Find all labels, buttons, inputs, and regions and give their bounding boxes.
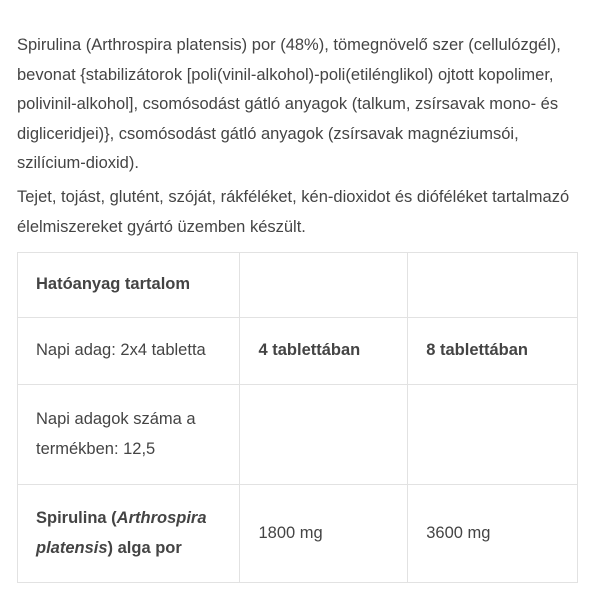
table-row <box>18 485 578 583</box>
column-header-8-tablets: 8 tablettában <box>408 318 578 385</box>
spirulina-latin-name: Arthrospira platensis <box>36 509 207 557</box>
spirulina-4-tablets-value: 1800 mg <box>240 485 408 583</box>
ingredients-paragraph: Spirulina (Arthrospira platensis) por (48%), tömegnövelő szer (cellulózgél), bevonat {stabilizátorok [poli(vinil-alkohol)-poli(etilénglikol) ojtott kopolimer, polivinil-alkohol], csomósodást gátló anyagok (talkum, zsírsavak mono- és digliceridjei)}, csomósodást gátló anyagok (zsírsavak magnéziumsói, szilícium-dioxid). <box>17 36 561 172</box>
empty-cell <box>408 253 578 318</box>
empty-cell <box>240 253 408 318</box>
dose-label-cell: Napi adag: 2x4 tabletta <box>18 318 240 385</box>
table-row <box>18 253 578 318</box>
empty-cell <box>240 385 408 485</box>
spirulina-label-part: ) alga por <box>107 538 182 557</box>
table-header-cell: Hatóanyag tartalom <box>18 253 240 318</box>
servings-label-cell: Napi adagok száma a termékben: 12,5 <box>18 385 240 485</box>
spirulina-label-part: Spirulina ( <box>36 509 117 527</box>
column-header-4-tablets: 4 tablettában <box>240 318 408 385</box>
empty-cell <box>408 385 578 485</box>
spirulina-label-cell <box>18 485 240 583</box>
table-row <box>18 318 578 385</box>
active-ingredient-table <box>17 252 578 583</box>
spirulina-8-tablets-value: 3600 mg <box>408 485 578 583</box>
allergen-paragraph: Tejet, tojást, glutént, szóját, rákféléket, kén-dioxidot és dióféléket tartalmazó élelmiszereket gyártó üzemben készült. <box>17 188 570 236</box>
table-row <box>18 385 578 485</box>
